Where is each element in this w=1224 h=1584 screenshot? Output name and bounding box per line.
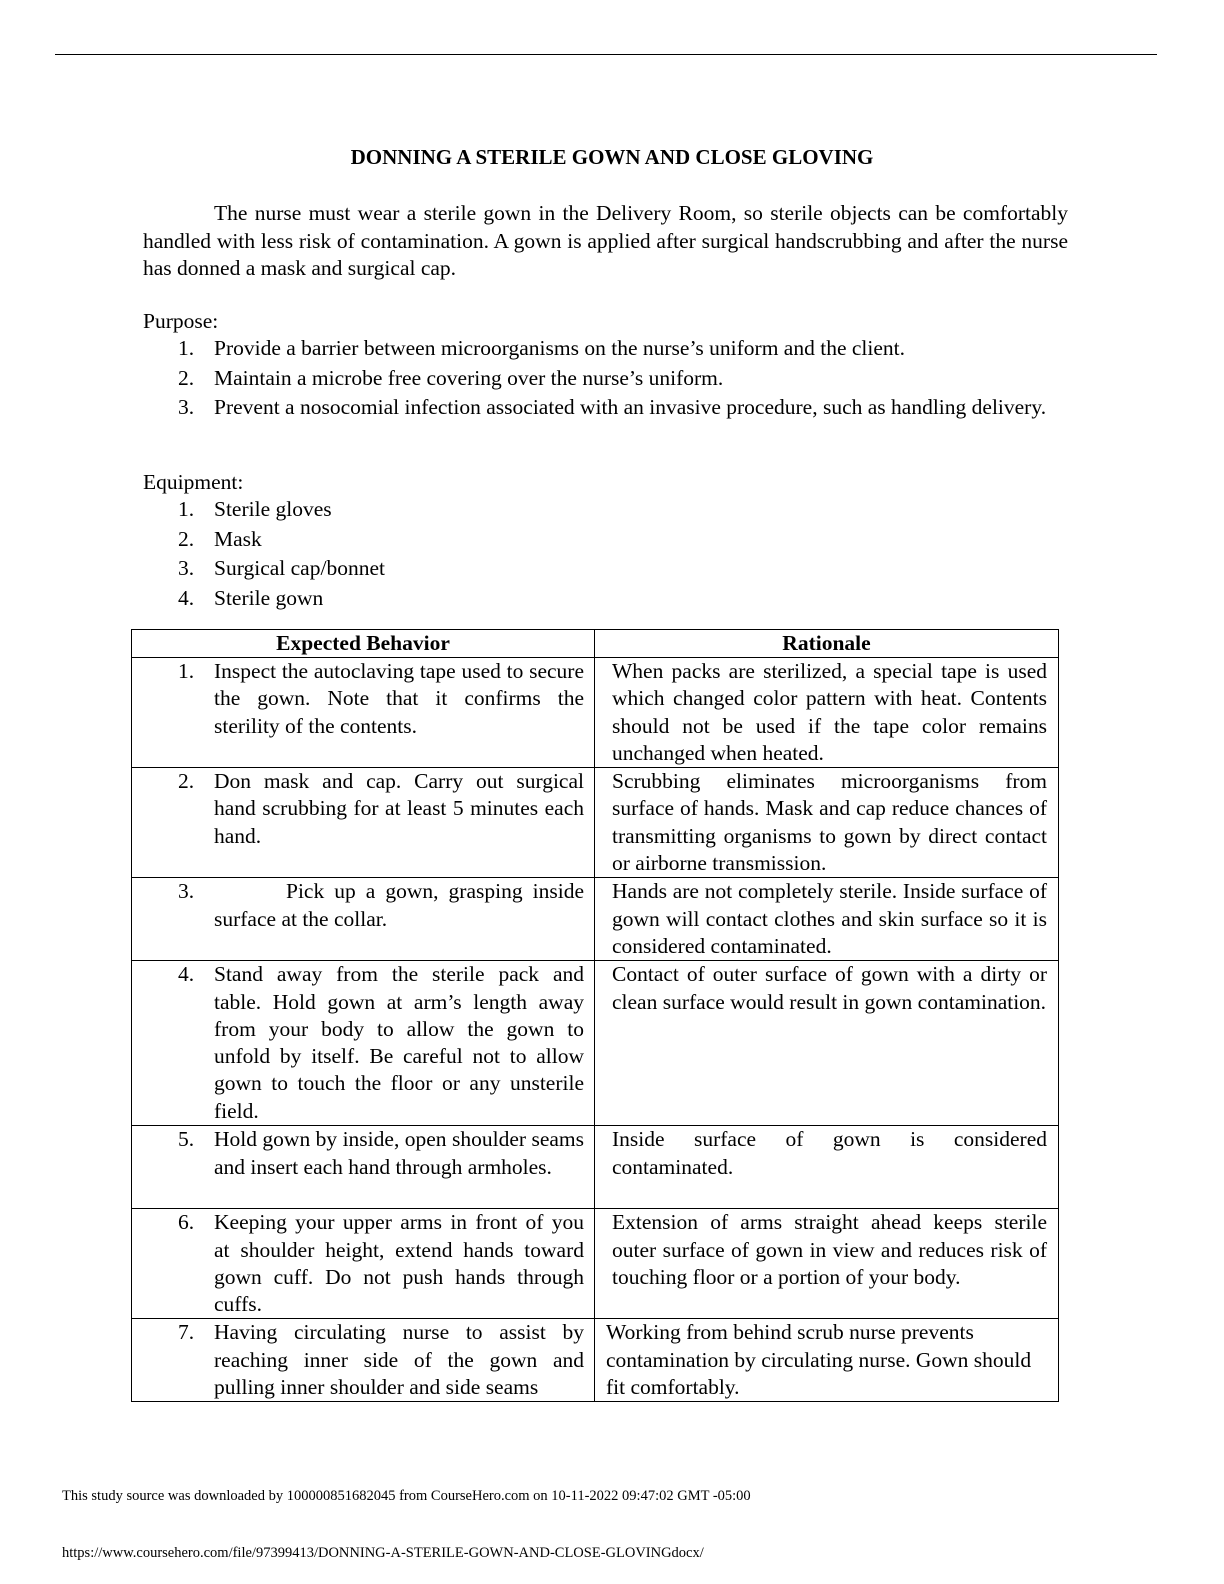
source-url: https://www.coursehero.com/file/97399413/DONNING-A-STERILE-GOWN-AND-CLOSE-GLOVINGdocx/ xyxy=(62,1545,704,1561)
step-number: 2. xyxy=(178,769,195,794)
intro-paragraph: The nurse must wear a sterile gown in the Delivery Room, so sterile objects can be comfortably handled with less risk of contamination. A gown is applied after surgical handscrubbing and after the nurse has donned a mask and surgical cap. xyxy=(143,201,1068,280)
behavior-text: Don mask and cap. Carry out surgical hand scrubbing for at least 5 minutes each hand. xyxy=(214,769,584,848)
table-row xyxy=(132,658,1059,768)
procedure-table xyxy=(131,629,1059,1402)
behavior-cell xyxy=(132,1319,595,1402)
rationale-cell: Inside surface of gown is considered contaminated. xyxy=(595,1126,1059,1209)
list-number: 2. xyxy=(178,526,195,551)
equipment-label: Equipment: xyxy=(143,470,244,494)
list-item xyxy=(143,554,1068,584)
table-header-row xyxy=(132,630,1059,658)
behavior-text: Keeping your upper arms in front of you at shoulder height, extend hands toward gown cuff. Do not push hands through cuffs. xyxy=(214,1210,584,1317)
list-number: 4. xyxy=(178,585,195,610)
rationale-cell: When packs are sterilized, a special tape is used which changed color pattern with heat. Contents should not be used if the tape color remains unchanged when heated. xyxy=(595,658,1059,768)
rationale-cell: Working from behind scrub nurse prevents contamination by circulating nurse. Gown should fit comfortably. xyxy=(595,1319,1059,1402)
list-item xyxy=(143,393,1068,423)
list-text: Sterile gown xyxy=(214,585,324,610)
list-number: 1. xyxy=(178,497,195,521)
download-source-note: This study source was downloaded by 100000851682045 from CourseHero.com on 10-11-2022 09:47:02 GMT -05:00 xyxy=(62,1488,751,1504)
list-text: Provide a barrier between microorganisms on the nurse’s uniform and the client. xyxy=(214,336,905,360)
list-text: Surgical cap/bonnet xyxy=(214,556,385,580)
step-number: 6. xyxy=(178,1210,195,1235)
step-number: 1. xyxy=(178,659,195,683)
rationale-cell: Contact of outer surface of gown with a dirty or clean surface would result in gown contamination. xyxy=(595,961,1059,1126)
step-number: 4. xyxy=(178,962,195,987)
behavior-text: Hold gown by inside, open shoulder seams and insert each hand through armholes. xyxy=(214,1127,584,1179)
behavior-cell xyxy=(132,1209,595,1319)
behavior-cell xyxy=(132,878,595,961)
table-row xyxy=(132,961,1059,1126)
behavior-cell xyxy=(132,961,595,1126)
list-text: Prevent a nosocomial infection associated with an invasive procedure, such as handling delivery. xyxy=(214,395,1047,419)
behavior-cell xyxy=(132,1126,595,1209)
behavior-cell xyxy=(132,768,595,878)
behavior-text: Pick up a gown, grasping inside surface at the collar. xyxy=(214,879,584,931)
column-header-rationale: Rationale xyxy=(595,630,1059,658)
purpose-list xyxy=(143,334,1068,423)
list-number: 2. xyxy=(178,365,195,390)
table-row xyxy=(132,1126,1059,1209)
list-item xyxy=(143,525,1068,555)
step-number: 7. xyxy=(178,1320,195,1345)
purpose-label: Purpose: xyxy=(143,309,219,333)
behavior-text: Stand away from the sterile pack and table. Hold gown at arm’s length away from your body to allow the gown to unfold by itself. Be careful not to allow gown to touch the floor or any unsterile field. xyxy=(214,962,584,1123)
document-title: DONNING A STERILE GOWN AND CLOSE GLOVING xyxy=(350,145,874,169)
list-item xyxy=(143,584,1068,614)
rationale-cell: Scrubbing eliminates microorganisms from surface of hands. Mask and cap reduce chances of transmitting organisms to gown by direct contact or airborne transmission. xyxy=(595,768,1059,878)
header-rule xyxy=(55,54,1157,55)
list-item xyxy=(143,495,1068,525)
list-text: Maintain a microbe free covering over the nurse’s uniform. xyxy=(214,365,724,390)
step-number: 5. xyxy=(178,1127,195,1152)
table-row xyxy=(132,1209,1059,1319)
table-row xyxy=(132,878,1059,961)
column-header-behavior: Expected Behavior xyxy=(132,630,595,658)
list-text: Sterile gloves xyxy=(214,497,332,521)
table-row xyxy=(132,768,1059,878)
list-number: 1. xyxy=(178,336,195,360)
step-number: 3. xyxy=(178,879,195,904)
list-number: 3. xyxy=(178,395,195,419)
list-number: 3. xyxy=(178,556,195,580)
list-text: Mask xyxy=(214,526,262,551)
behavior-text: Having circulating nurse to assist by reaching inner side of the gown and pulling inner shoulder and side seams xyxy=(214,1320,584,1400)
rationale-cell: Extension of arms straight ahead keeps sterile outer surface of gown in view and reduces risk of touching floor or a portion of your body. xyxy=(595,1209,1059,1319)
table-row xyxy=(132,1319,1059,1402)
equipment-list xyxy=(143,495,1068,613)
list-item xyxy=(143,364,1068,394)
list-item xyxy=(143,334,1068,364)
rationale-cell: Hands are not completely sterile. Inside surface of gown will contact clothes and skin surface so it is considered contaminated. xyxy=(595,878,1059,961)
behavior-text: Inspect the autoclaving tape used to secure the gown. Note that it confirms the sterility of the contents. xyxy=(214,659,584,738)
behavior-cell xyxy=(132,658,595,768)
